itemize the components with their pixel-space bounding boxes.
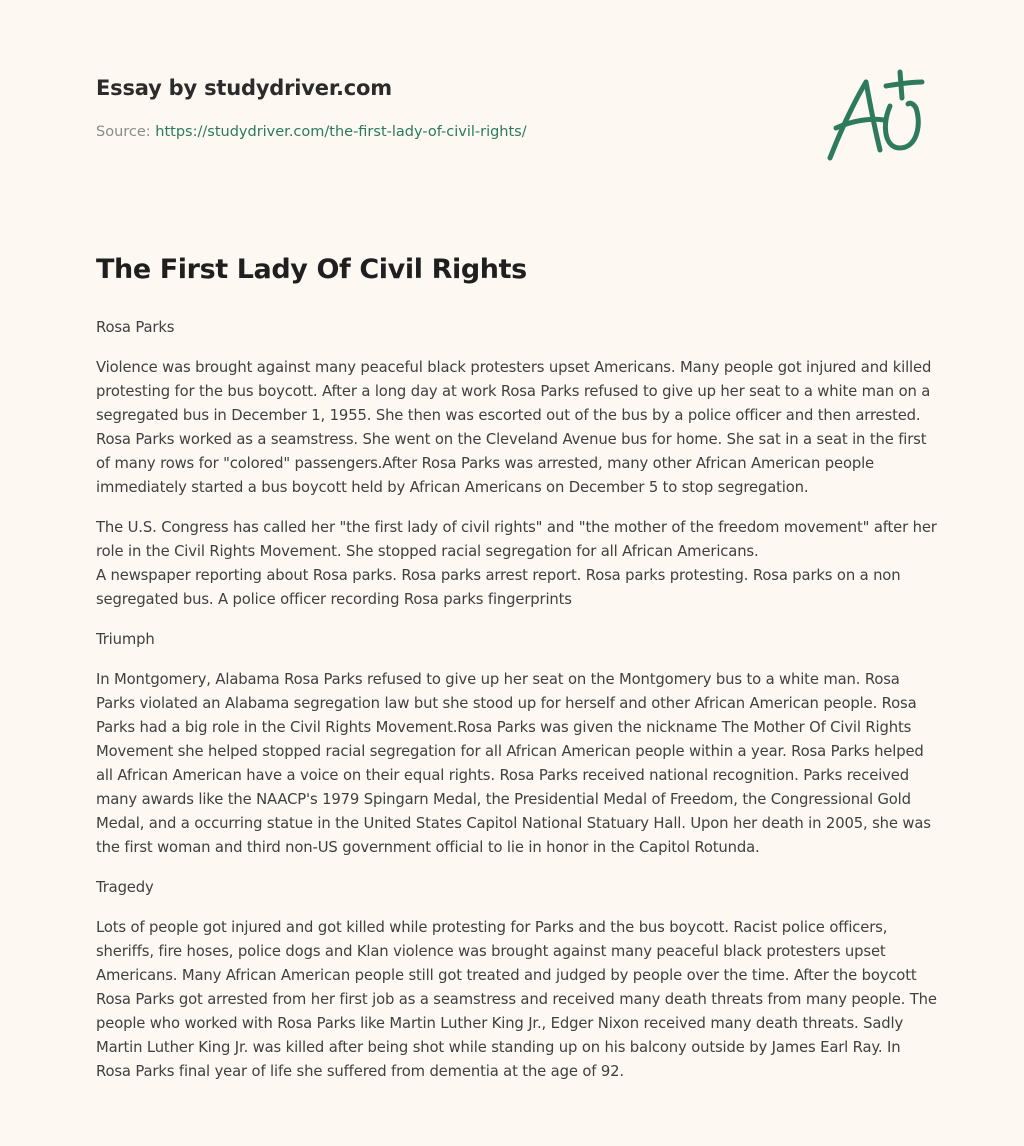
section-heading-tragedy: Tragedy [96, 879, 154, 896]
a-plus-logo-icon [820, 68, 930, 164]
source-link[interactable]: https://studydriver.com/the-first-lady-of-civil-rights/ [155, 124, 527, 140]
source-line [96, 124, 527, 140]
section-heading-triumph: Triumph [96, 631, 155, 648]
paragraph-intro-part-1: Violence was brought against many peaceful black protesters upset Americans. Many people got injured and killed protesting for the bus boycott. After a long day at work Rosa Parks refused to give up her seat to a white man on a segregated bus in December 1, 1955. She then was escorted out of the bus by a police officer and then arrested. [96, 359, 932, 424]
site-brand: Essay by studydriver.com [96, 76, 392, 100]
paragraph-intro [96, 356, 938, 500]
essay-title: The First Lady Of Civil Rights [96, 254, 527, 285]
source-label: Source: [96, 124, 156, 140]
section-heading-rosa-parks: Rosa Parks [96, 319, 175, 336]
essay-body [96, 316, 938, 1100]
paragraph-tragedy: Lots of people got injured and got killed while protesting for Parks and the bus boycott. Racist police officers, sheriffs, fire hoses, police dogs and Klan violence was brought against many peaceful black protesters upset Americans. Many African American people still got treated and judged by people over the time. After the boycott Rosa Parks got arrested from her first job as a seamstress and received many death threats from many people. The people who worked with Rosa Parks like Martin Luther King Jr., Edger Nixon received many death threats. Sadly Martin Luther King Jr. was killed after being shot while standing up on his balcony outside by James Earl Ray. In Rosa Parks final year of life she suffered from dementia at the age of 92. [96, 919, 937, 1080]
paragraph-congress [96, 516, 938, 612]
paragraph-triumph: In Montgomery, Alabama Rosa Parks refused to give up her seat on the Montgomery bus to a white man. Rosa Parks violated an Alabama segregation law but she stood up for herself and other African American people. Rosa Parks had a big role in the Civil Rights Movement.Rosa Parks was given the nickname The Mother Of Civil Rights Movement she helped stopped racial segregation for all African American people within a year. Rosa Parks helped all African American have a voice on their equal rights. Rosa Parks received national recognition. Parks received many awards like the NAACP's 1979 Spingarn Medal, the Presidential Medal of Freedom, the Congressional Gold Medal, and a occurring statue in the United States Capitol National Statuary Hall. Upon her death in 2005, she was the first woman and third non-US government official to lie in honor in the Capitol Rotunda. [96, 671, 931, 856]
paragraph-intro-part-2: Rosa Parks worked as a seamstress. She went on the Cleveland Avenue bus for home. She sat in a seat in the first of many rows for "colored" passengers.After Rosa Parks was arrested, many other African American people immediately started a bus boycott held by African Americans on December 5 to stop segregation. [96, 431, 927, 496]
paragraph-congress-part-2: A newspaper reporting about Rosa parks. Rosa parks arrest report. Rosa parks protesting. Rosa parks on a non segregated bus. A police officer recording Rosa parks fingerprints [96, 567, 901, 608]
paragraph-congress-part-1: The U.S. Congress has called her "the first lady of civil rights" and "the mother of the freedom movement" after her role in the Civil Rights Movement. She stopped racial segregation for all African Americans. [96, 519, 937, 560]
